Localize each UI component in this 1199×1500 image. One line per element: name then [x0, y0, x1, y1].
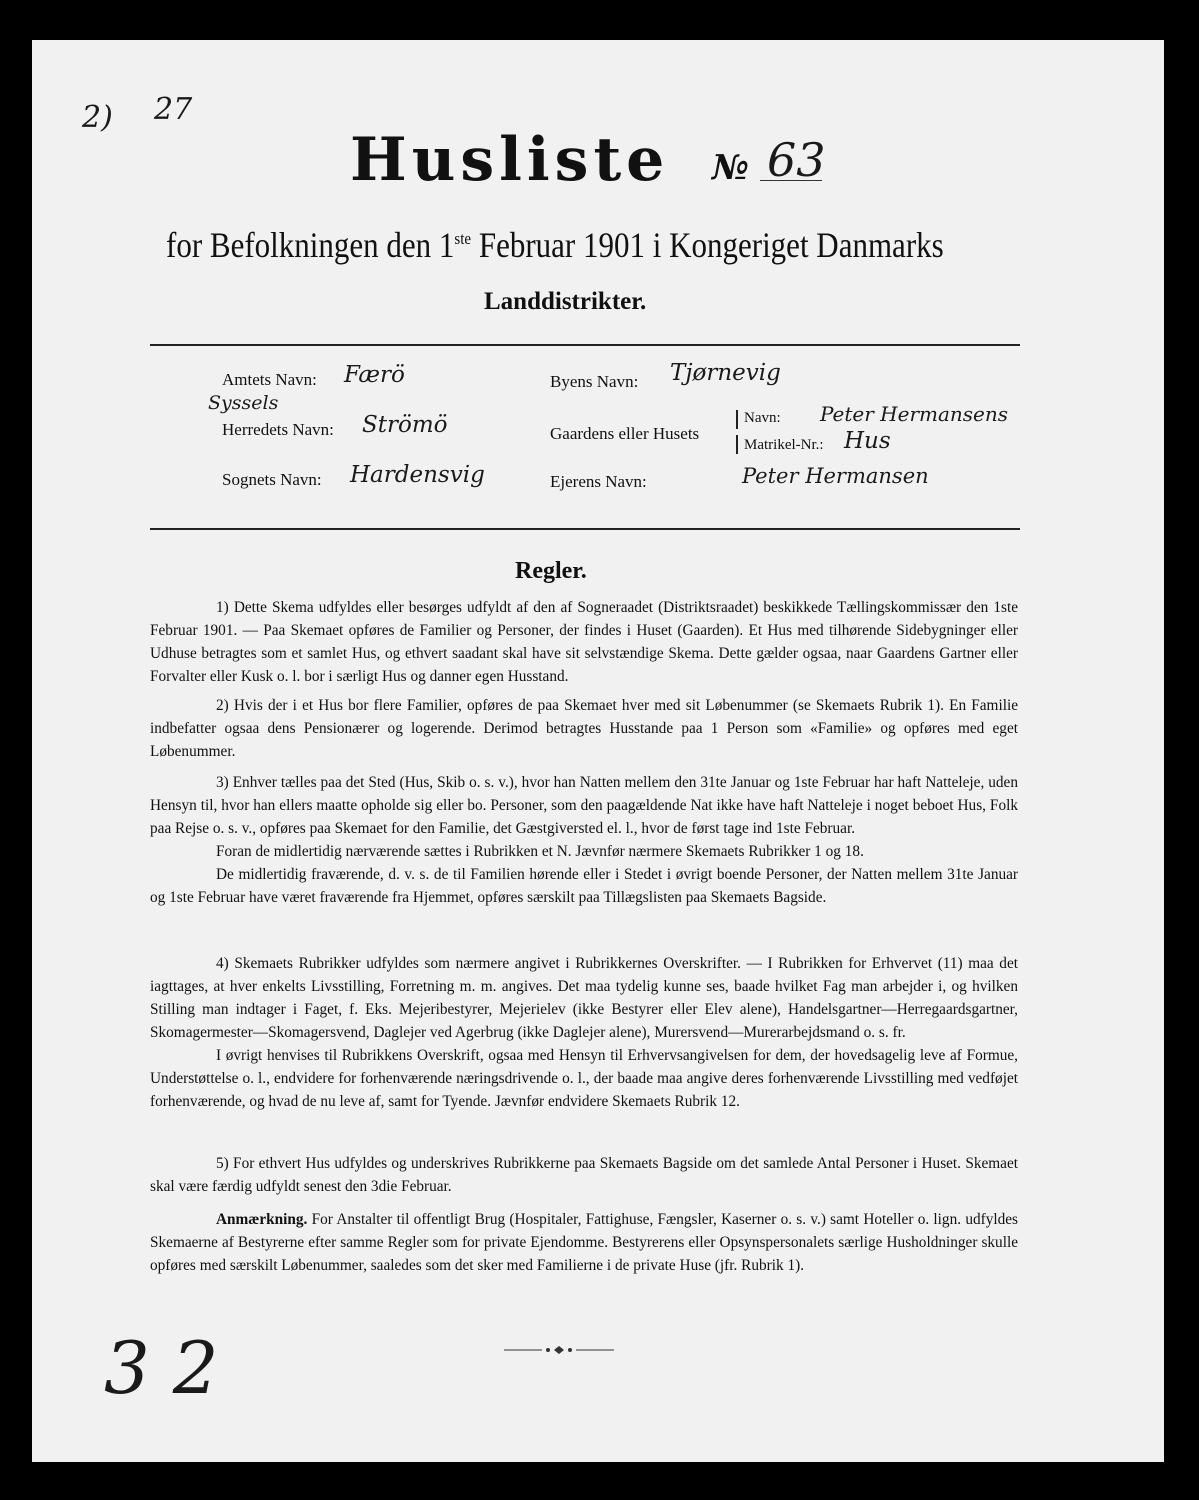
- number-underline: [760, 180, 822, 181]
- by-label: Byens Navn:: [550, 372, 639, 391]
- bracket-bottom: [736, 435, 738, 454]
- rules-heading: Regler.: [515, 558, 587, 584]
- form-subtitle: for Befolkningen den 1ste Februar 1901 i Kongeriget Danmarks: [166, 225, 944, 266]
- herred-value: Strömö: [362, 412, 448, 438]
- rule-2: 2) Hvis der i et Hus bor flere Familier, opføres de paa Skemaet hver med sit Løbenummer (se Skemaets Rubrik 1). En Familie indbefatter ogsaa dens Pensionærer og logerende. Derimod betragtes Husstande paa 1 Person som «Familie» og opføres med eget Løbenummer.: [150, 697, 1018, 760]
- amt-value: Færö: [344, 362, 405, 388]
- note-text: For Anstalter til offentligt Brug (Hospitaler, Fattighuse, Fængsler, Kaserner o. s. v.) samt Hoteller o. lign. udfyldes Skemaerne af Bestyrerne efter samme Regler som for private Ejendomme. Bestyrerens eller Opsynspersonalets særlige Husholdninger skulle opføres med særskilt Løbenummer, saaledes som det sker med Familierne i de private Huse (jfr. Rubrik 1).: [150, 1211, 1018, 1274]
- note-paragraph: [150, 1208, 1018, 1277]
- bottom-handwritten-number: 3 2: [104, 1326, 219, 1410]
- matrikel-label: Matrikel-Nr.:: [744, 437, 824, 453]
- rule-3-absent: De midlertidig fraværende, d. v. s. de til Familien hørende eller i Stedet i øvrigt boende Personer, der Natten mellem 31te Januar og 1ste Februar have været fraværende fra Hjemmet, opføres særskilt paa Tillægslisten paa Skemaets Bagside.: [150, 866, 1018, 906]
- amt-label: Amtets Navn:: [222, 370, 317, 389]
- by-value: Tjørnevig: [670, 360, 781, 386]
- sogn-value: Hardensvig: [350, 462, 485, 488]
- rule-4: 4) Skemaets Rubrikker udfyldes som nærmere angivet i Rubrikkernes Overskrifter. — I Rubrikken for Erhvervet (11) maa det iagttages, at hver enkelts Livsstilling, Forretning m. m. angives. Det maa tydelig kunne ses, baade hvilket Fag man arbejder i, og hvilken Stilling man indtager i Faget, f. Eks. Mejeribestyrer, Mejerielev (ikke Bestyrer eller Elev alene), Handelsgartner—Herregaardsgartner, Skomagermester—Skomagersvend, Daglejer ved Agerbrug (ikke Daglejer alene), Murersvend—Murerarbejdsmand o. s. fr. I øvrigt henvises til Rubrikkens Overskrift, ogsaa med Hensyn til Erhvervsangivelsen for dem, der hovedsagelig leve af Formue, Understøttelse o. l., endvidere for forhenværende næringsdrivende o. l., der baade maa angive deres forhenværende Livsstilling med vedføjet forhenværende, og hvad de nu leve af, samt for Tyende. Jævnfør endvidere Skemaets Rubrik 12.: [150, 952, 1018, 1113]
- bracket-top: [736, 410, 738, 429]
- form-number: 63: [767, 133, 826, 187]
- number-sign: №: [712, 148, 749, 188]
- matrikel-value: Hus: [844, 428, 891, 454]
- ornament-divider: [504, 1342, 614, 1356]
- rule-3-note-n: Foran de midlertidig nærværende sættes i Rubrikken et N. Jævnfør nærmere Skemaets Rubrikker 1 og 18.: [216, 843, 864, 860]
- rule-4-cont: I øvrigt henvises til Rubrikkens Overskrift, ogsaa med Hensyn til Erhvervsangivelsen for dem, der hovedsagelig leve af Formue, Understøttelse o. l., endvidere for forhenværende næringsdrivende o. l., der baade maa angive deres forhenværende Livsstilling med vedføjet forhenværende, og hvad de nu leve af, samt for Tyende. Jævnfør endvidere Skemaets Rubrik 12.: [150, 1047, 1018, 1110]
- sogn-label: Sognets Navn:: [222, 470, 322, 489]
- census-form-page: [32, 40, 1164, 1462]
- herred-label: Herredets Navn:: [222, 420, 334, 439]
- rule-5: 5) For ethvert Hus udfyldes og underskrives Rubrikkerne paa Skemaets Bagside om det samlede Antal Personer i Huset. Skemaet skal være færdig udfyldt senest den 3die Februar.: [150, 1155, 1018, 1195]
- corner-number-right: 27: [154, 92, 193, 127]
- divider-bottom: [150, 528, 1020, 530]
- ejer-label: Ejerens Navn:: [550, 472, 647, 491]
- herred-note: Syssels: [208, 392, 279, 414]
- corner-number-left: 2): [82, 100, 113, 135]
- divider-top: [150, 344, 1020, 346]
- navn-value: Peter Hermansens: [820, 402, 1009, 426]
- gaard-label: Gaardens eller Husets: [550, 424, 700, 443]
- navn-label: Navn:: [744, 410, 781, 426]
- rule-1: 1) Dette Skema udfyldes eller besørges udfyldt af den af Sogneraadet (Distriktsraadet) beskikkede Tællingskommissær den 1ste Februar 1901. — Paa Skemaet opføres de Familier og Personer, der findes i Huset (Gaarden). Et Hus med tilhørende Sidebygninger eller Udhuse betragtes som et samlet Hus, og ethvert saadant skal have sit selvstændige Skema. Dette gælder ogsaa, naar Gaardens Gartner eller Forvalter eller Kusk o. l. bor i særligt Hus og danner egen Husstand.: [150, 599, 1018, 685]
- district-heading: Landdistrikter.: [484, 288, 647, 315]
- rule-3: 3) Enhver tælles paa det Sted (Hus, Skib o. s. v.), hvor han Natten mellem den 31te Januar og 1ste Februar har haft Natteleje, uden Hensyn til, hvor han ellers maatte opholde sig eller bo. Personer, som den paagældende Nat ikke have haft Natteleje i noget beboet Hus, Folk paa Rejse o. s. v., opføres paa Skemaet for den Familie, det Gæstgiversted el. l., hvor de først tage ind 1ste Februar. Foran de midlertidig nærværende sættes i Rubrikken et N. Jævnfør nærmere Skemaets Rubrikker 1 og 18. De midlertidig fraværende, d. v. s. de til Familien hørende eller i Stedet i øvrigt boende Personer, der Natten mellem 31te Januar og 1ste Februar have været fraværende fra Hjemmet, opføres særskilt paa Tillægslisten paa Skemaets Bagside.: [150, 771, 1018, 909]
- ejer-value: Peter Hermansen: [742, 464, 929, 488]
- note-label: Anmærkning.: [216, 1211, 308, 1228]
- form-title: Husliste: [350, 125, 670, 195]
